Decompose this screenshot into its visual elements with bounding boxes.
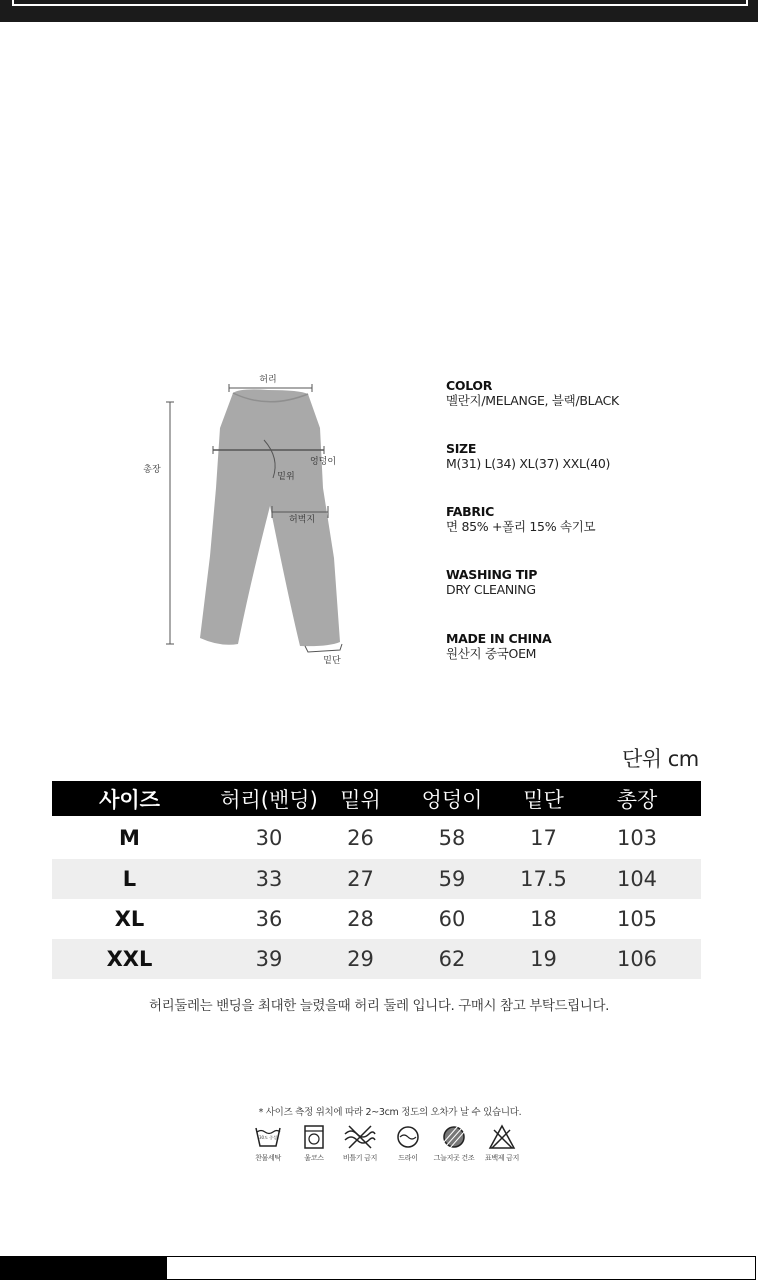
wash-label: 그늘지곳 건조 — [433, 1154, 475, 1162]
table-row — [52, 899, 701, 939]
table-cell: 26 — [347, 825, 374, 850]
bottom-bar-dark — [0, 1256, 166, 1280]
waist-label: 허리 — [259, 375, 277, 385]
size-cell: M — [119, 825, 140, 850]
banner-frame — [12, 0, 748, 6]
spec-origin — [446, 631, 551, 661]
table-row — [52, 859, 701, 899]
wash-label: 비틀기 금지 — [342, 1154, 378, 1162]
spec-size — [446, 441, 610, 471]
table-cell: 62 — [390, 939, 514, 979]
spec-value: 원산지 중국OEM — [446, 646, 537, 661]
header-hip: 엉덩이 — [390, 781, 514, 816]
spec-washing-tip — [446, 567, 537, 597]
pants-illustration — [200, 389, 340, 646]
bottom-bar — [0, 1256, 758, 1280]
header-size: 사이즈 — [52, 781, 207, 816]
top-banner — [0, 0, 758, 22]
header-waist: 허리(밴딩) — [207, 781, 331, 816]
spec-value: 면 85% +폴리 15% 속기모 — [446, 519, 596, 534]
wash-label: 울코스 — [304, 1154, 324, 1162]
total-length-label: 총장 — [143, 465, 161, 475]
table-cell: 103 — [616, 825, 658, 850]
wash-label: 표백제 금지 — [484, 1154, 520, 1162]
table-cell: 36 — [255, 907, 283, 931]
spec-heading: COLOR — [446, 378, 493, 393]
size-cell: XXL — [52, 939, 207, 979]
hip-label: 엉덩이 — [309, 457, 337, 467]
rise-label: 밑위 — [277, 472, 295, 482]
size-table-header — [52, 781, 701, 816]
table-cell: 58 — [438, 825, 466, 850]
table-cell: 17 — [530, 825, 557, 850]
no-bleach-icon — [488, 1124, 516, 1150]
unit-label: 단위 cm — [622, 747, 699, 771]
spec-value: 멜란지/MELANGE, 블랙/BLACK — [446, 393, 619, 408]
table-cell: 39 — [207, 939, 331, 979]
spec-fabric — [446, 504, 595, 534]
measurement-notice: * 사이즈 측정 위치에 따라 2~3cm 정도의 오차가 날 수 있습니다. — [258, 1107, 522, 1118]
washing-icons — [248, 1124, 538, 1168]
size-cell: XL — [114, 907, 145, 931]
table-cell: 30 — [255, 825, 283, 850]
shade-dry-icon — [440, 1124, 468, 1150]
size-table — [52, 781, 701, 979]
waist-note: 허리둘레는 밴딩을 최대한 늘렸을때 허리 둘레 입니다. 구매시 참고 부탁드립니다. — [149, 998, 609, 1014]
wash-item — [472, 1124, 532, 1163]
table-cell: 28 — [347, 907, 374, 931]
bottom-bar-box — [166, 1256, 756, 1280]
table-cell: 105 — [616, 907, 658, 931]
table-cell: 19 — [514, 939, 573, 979]
spec-heading: MADE IN CHINA — [446, 631, 552, 646]
wash-label: 드라이 — [398, 1154, 418, 1162]
spec-heading: SIZE — [446, 441, 477, 456]
table-cell: 33 — [207, 859, 331, 899]
dry-clean-icon — [300, 1124, 328, 1150]
table-row — [52, 939, 701, 979]
hand-wash-icon — [254, 1124, 282, 1150]
spec-value: M(31) L(34) XL(37) XXL(40) — [446, 456, 611, 471]
table-cell: 106 — [573, 939, 701, 979]
table-row — [52, 816, 701, 859]
header-hem: 밑단 — [514, 781, 573, 816]
no-tumble-icon — [343, 1124, 377, 1150]
spec-color — [446, 378, 619, 408]
pants-measurement-figure — [140, 368, 370, 678]
table-cell: 27 — [331, 859, 390, 899]
header-rise: 밑위 — [331, 781, 390, 816]
table-cell: 18 — [530, 907, 557, 931]
table-cell: 60 — [438, 907, 466, 931]
spec-heading: WASHING TIP — [446, 567, 538, 582]
spec-heading: FABRIC — [446, 504, 494, 519]
hem-label: 밑단 — [323, 656, 341, 666]
dryer-icon — [394, 1124, 422, 1150]
wash-label: 찬물세탁 — [255, 1154, 281, 1162]
table-cell: 59 — [390, 859, 514, 899]
table-cell: 29 — [331, 939, 390, 979]
thigh-label: 허벅지 — [288, 515, 316, 525]
table-cell: 104 — [573, 859, 701, 899]
wash-text: 30도 중성 — [259, 1135, 277, 1140]
table-cell: 17.5 — [514, 859, 573, 899]
size-cell: L — [52, 859, 207, 899]
spec-value: DRY CLEANING — [446, 582, 536, 597]
header-total-length: 총장 — [573, 781, 701, 816]
